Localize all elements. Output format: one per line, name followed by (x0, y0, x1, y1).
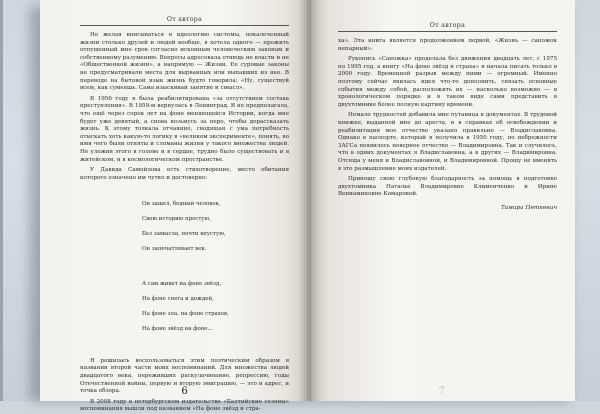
left-paragraph: В 2008 году в петербургском издательстве «Балтийские сезоны» воспоминания вышли под названием «На фоне звёзд и стра- (80, 398, 289, 413)
left-paragraph: В 1956 году я была реабилитирована «за отсутствием состава преступления». В 1959-м вернулась в Ленинград. Я не предполагала, что ещё через сорок лет на фоне меняющейся Истории, когда мне будет уже девятый, а снова возьмусь за перо, чтобы дорассказать жизнь. К этому толкала отчаянно, сводящая с ума потребность отыскать хоть какую-то логику в «великом эксперименте», понять, во имя чего были отняты и сломаны жизни у такого множества людей. Не уложив этого в голове и в сердце, трудно было существовать и в житейском, и в космологическом пространстве. (80, 95, 289, 163)
background-edge (0, 0, 3, 401)
left-paragraph: Я решилась воспользоваться этим поэтическим образом в названии второй части моих воспоминаний. Для множества людей двадцатого века, переживших раскулачивание, репрессию, годы Отечественной войны, первую и вторую эмиграцию, — это и адрес, и точка обзора. (80, 357, 289, 395)
right-paragraph: ха». Эта книга является продолжением первой, «Жизнь — сапожок непарный». (338, 38, 557, 52)
author-signature: Тамара Петкевич (500, 204, 557, 211)
left-paragraph: У Давида Самойлова есть стихотворение, место обитания которого означено им чутко и достоверно: (80, 167, 289, 181)
open-book (40, 0, 575, 413)
right-paragraph: Приношу свою глубокую благодарность за помощь в подготовке двухтомника Наталье Владимировне Клименченко и Ирине Вениаминовне Комаровой. (338, 176, 557, 198)
poem-line: На фоне снега и дождей, (142, 295, 214, 302)
right-paragraph: Немало трудностей добавила мне путаница в документах. В трудовой книжке, выданной мне до ареста, и в справках об освобождении и реабилитации мое отчество указано правильно — Владиславовна. Однако в паспорте, который я получила в 1950 году, по небрежности ЗАГСа появилось неверное отчество — Владимировна. Так и случилось, что в одних документах я Владиславовна, а в других — Владимировна. Отсюда у меня и Владиславовной, и Владимировной. Прошу не вменять в это размышление моих издателей. (338, 112, 557, 172)
poem-stanza (142, 194, 289, 261)
right-page-number: 7 (438, 386, 445, 397)
poem-line: Он зашел, бедный человек, (142, 201, 221, 208)
right-page (308, 0, 575, 401)
right-running-head: От автора (338, 22, 557, 32)
left-running-head: От автора (80, 16, 289, 26)
poem (142, 186, 289, 354)
poem-line: На фоне зла, на фоне страхов, (142, 310, 229, 317)
left-page (40, 0, 308, 413)
right-paragraph: Рукопись «Сапожка» проделала без движения двадцать лет, с 1975 по 1995 год, а книгу «На фоне звёзд и страха» я начала писать только в 2000 году. Временной разрыв между ними — огромный. Именно поэтому сейчас явилась идея что-то дополнить, связать основные события между собой, расположить их — насколько возможно — в хронологическом порядке и в таком виде сами представить в двухтомнике более полную картину времени. (338, 56, 557, 108)
poem-line: На фоне звёзд на фоне... (142, 325, 213, 332)
poem-line: Свою историю простую, (142, 215, 211, 222)
left-page-number: 6 (181, 386, 188, 397)
poem-line: Он запечатлевает век. (142, 245, 207, 252)
poem-line: А сам живет на фоне звёзд, (142, 281, 222, 288)
left-paragraph: Не желая вписываться в идеологию системы, покалеченный жизни столько друзей и людей вообще, я хотела одного — прожить отпущенный мне срок согласно исконным человеческим законам и собственному разумению. Вопросы адресовала отнюдь не власти и не «Общественной жизни», а напрямую — Жизни. Ее суровые законы не предусматривали места для вырванных или выпавших из нее. В переводе на бытовой язык жизнь будто говорила: «Ну, существуй всем, как сумеешь. Сама изыскивай занятие и смысл». (80, 32, 289, 92)
poem-stanza (142, 274, 289, 341)
poem-line: Без замысла, почти впустую, (142, 230, 226, 237)
